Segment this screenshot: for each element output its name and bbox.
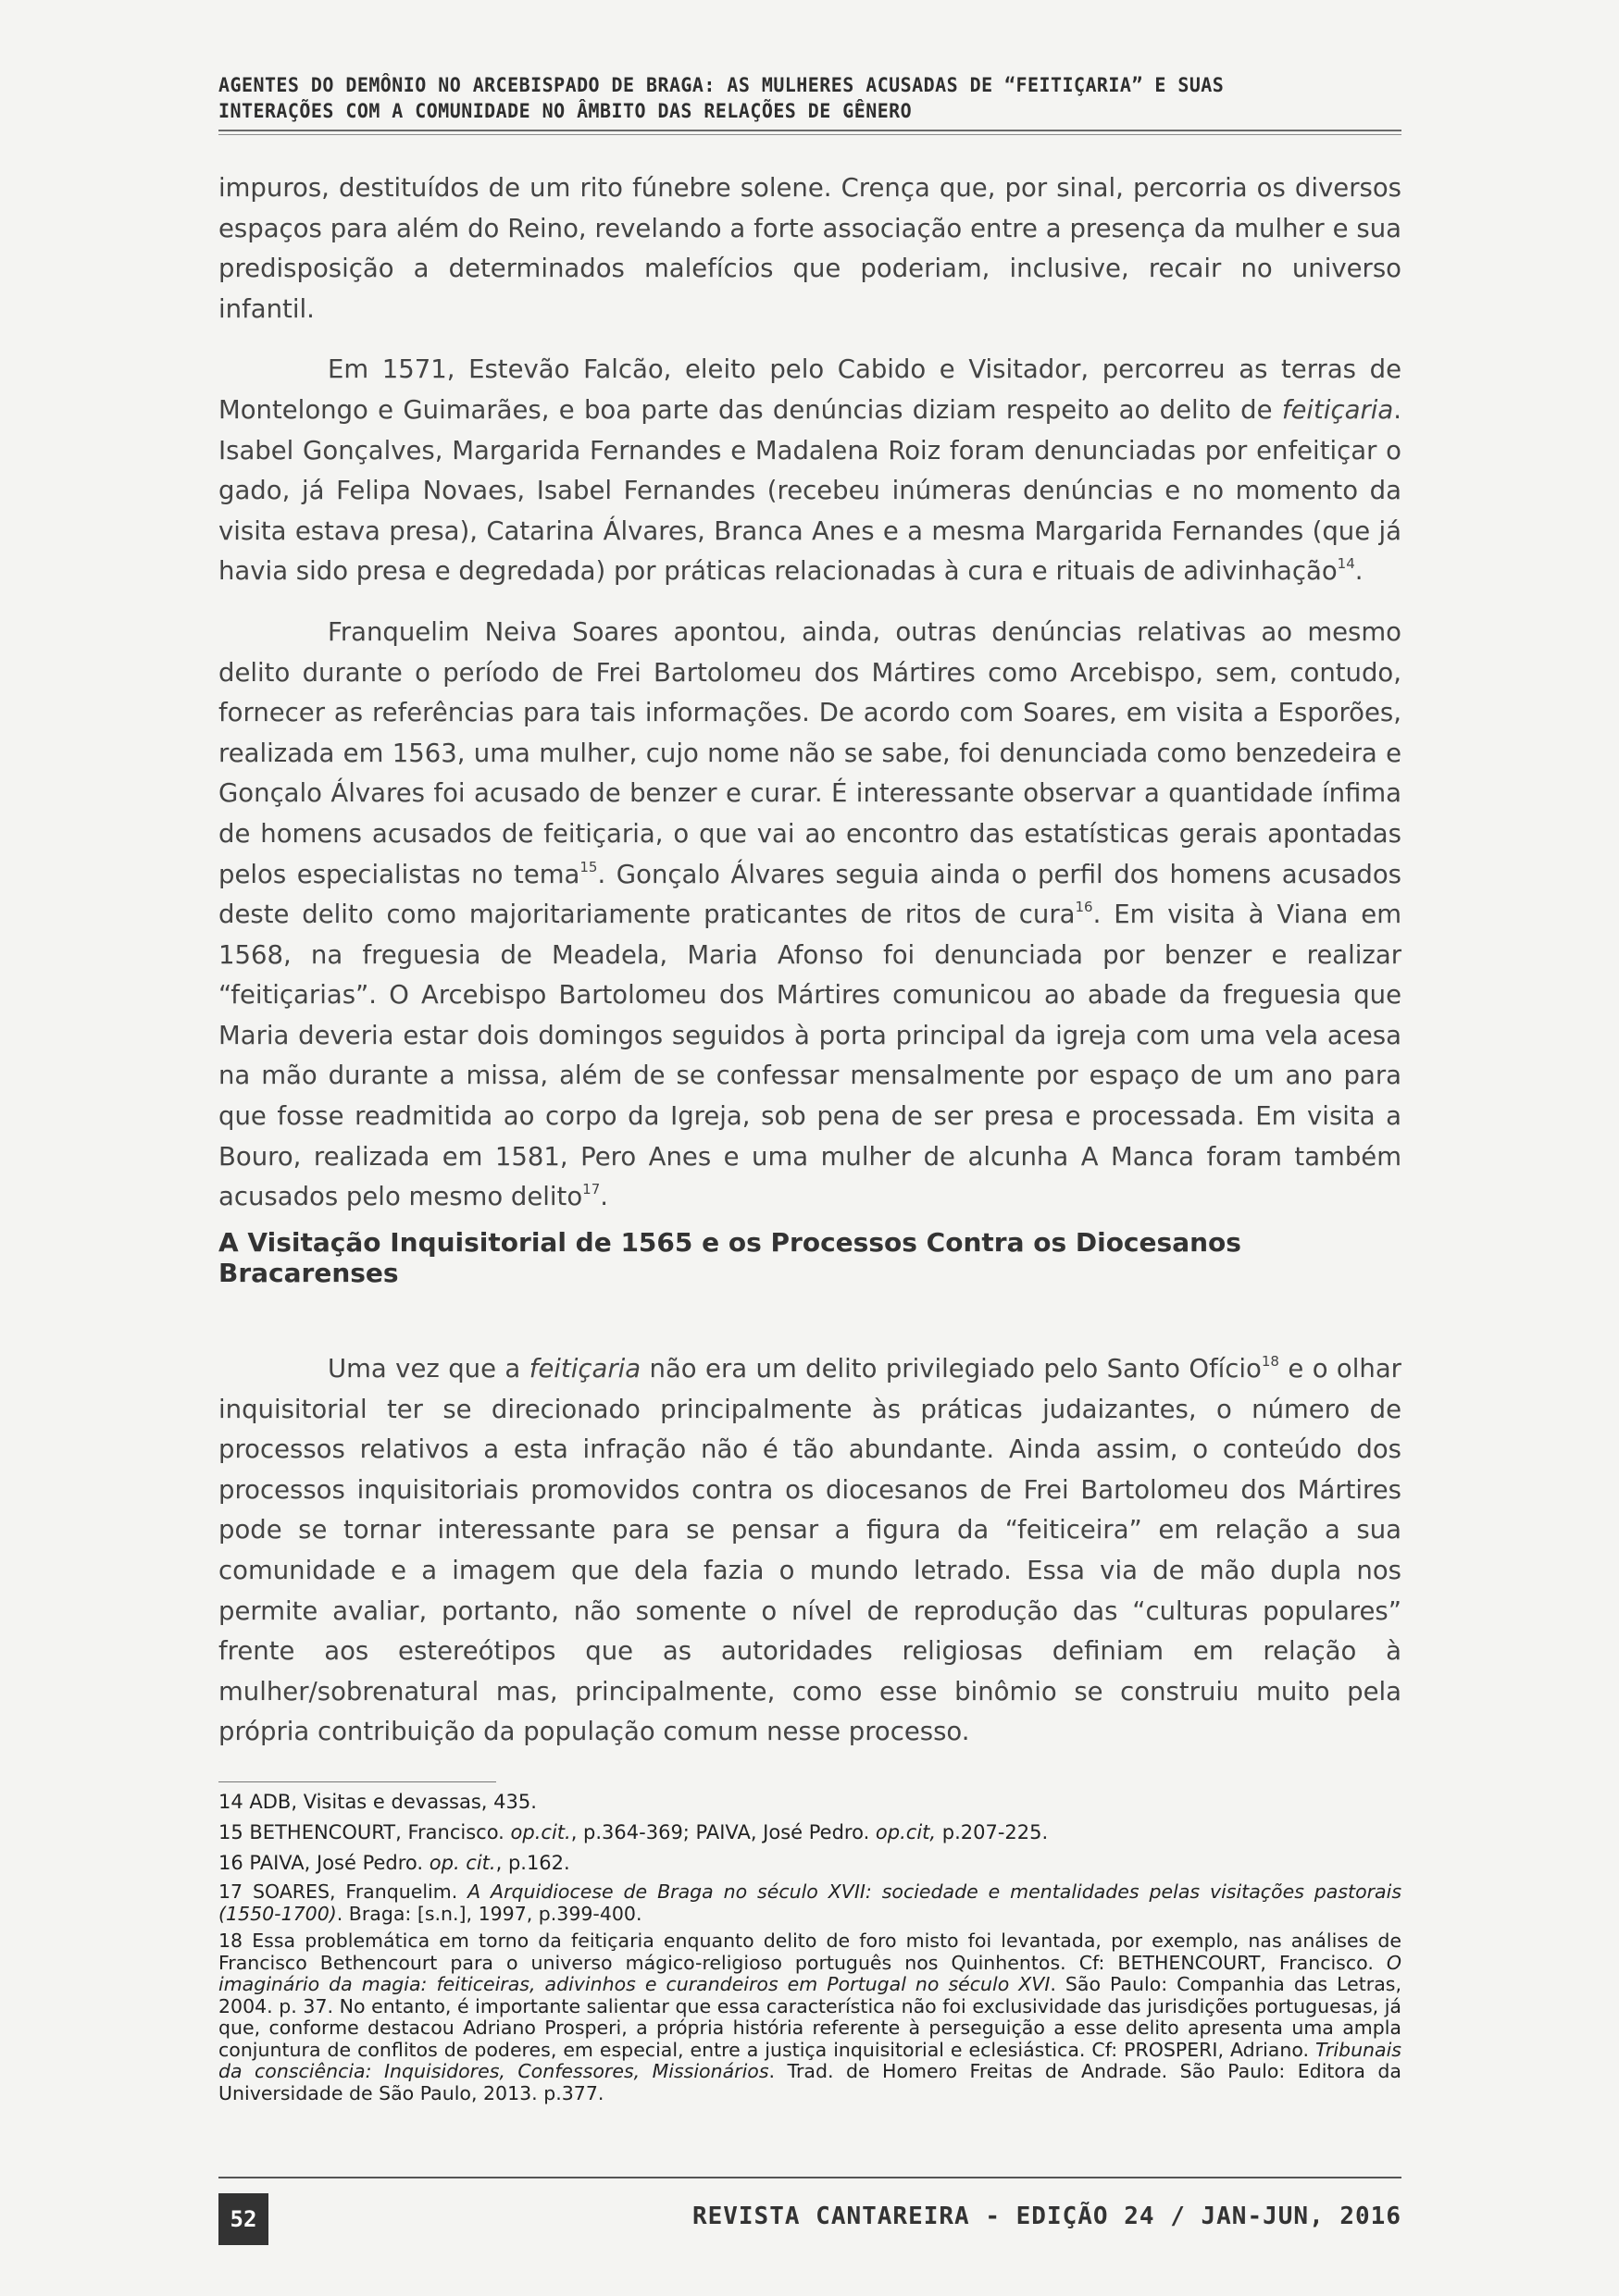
footnote-15: 15 BETHENCOURT, Francisco. op.cit., p.364-369; PAIVA, José Pedro. op.cit, p.207-225. xyxy=(218,1821,1049,1843)
section-heading: A Visitação Inquisitorial de 1565 e os Processos Contra os Diocesanos Bracarenses xyxy=(218,1227,1241,1288)
footnote-ref-14[interactable]: 14 xyxy=(1337,555,1355,573)
body-text xyxy=(218,168,1401,1238)
paragraph-1: impuros, destituídos de um rito fúnebre solene. Crença que, por sinal, percorria os diversos espaços para além do Reino, revelando a forte associação entre a presença da mulher e sua predisposição a determinados malefícios que poderiam, inclusive, recair no universo infantil. xyxy=(218,173,1401,324)
paragraph-3: Franquelim Neiva Soares apontou, ainda, outras denúncias relativas ao mesmo delito durante o período de Frei Bartolomeu dos Mártires como Arcebispo, sem, contudo, fornecer as referências para tais informações. De acordo com Soares, em visita a Esporões, realizada em 1563, uma mulher, cujo nome não se sabe, foi denunciada como benzedeira e Gonçalo Álvares foi acusado de benzer e curar. É interessante observar a quantidade ínfima de homens acusados de feitiçaria, o que vai ao encontro das estatísticas gerais apontadas pelos especialistas no tema$^{15}$. Gonçalo Álvares seguia ainda o perfil dos homens acusados deste delito como majoritariamente praticantes de ritos de cura$^{16}$. Em visita à Viana em 1568, na freguesia de Meadela, Maria Afonso foi denunciada por benzer e realizar “feitiçarias”. O Arcebispo Bartolomeu dos Mártires comunicou ao abade da freguesia que Maria deveria estar dois domingos seguidos à porta principal da igreja com uma vela acesa na mão durante a missa, além de se confessar mensalmente por espaço de um ano para que fosse readmitida ao corpo da Igreja, sob pena de ser presa e processada. Em visita a Bouro, realizada em 1581, Pero Anes e uma mulher de alcunha A Manca foram também acusados pelo mesmo delito$^{17}$. xyxy=(218,616,1401,1212)
footnote-16: 16 PAIVA, José Pedro. op. cit., p.162. xyxy=(218,1852,570,1874)
body-text-section-2 xyxy=(218,1349,1401,1753)
paragraph-4: Uma vez que a feitiçaria não era um delito privilegiado pelo Santo Ofício$^{18}$ e o olhar inquisitorial ter se direcionado principalmente às práticas judaizantes, o número de processos relativos a esta infração não é tão abundante. Ainda assim, o conteúdo dos processos inquisitoriais promovidos contra os diocesanos de Frei Bartolomeu dos Mártires pode se tornar interessante para se pensar a figura da “feiticeira” em relação a sua comunidade e a imagem que dela fazia o mundo letrado. Essa via de mão dupla nos permite avaliar, portanto, não somente o nível de reprodução das “culturas populares” frente aos estereótipos que as autoridades religiosas definiam em relação à mulher/sobrenatural mas, principalmente, como esse binômio se construiu muito pela própria contribuição da população comum nesse processo. xyxy=(218,1353,1401,1747)
header-rule-thin xyxy=(218,134,1401,135)
footnote-separator xyxy=(218,1781,496,1782)
page-number: 52 xyxy=(218,2193,268,2245)
running-header-line-2: INTERAÇÕES COM A COMUNIDADE NO ÂMBITO DAS RELAÇÕES DE GÊNERO xyxy=(218,100,913,122)
running-header xyxy=(218,72,1401,135)
journal-title: REVISTA CANTAREIRA - EDIÇÃO 24 / JAN-JUN, 2016 xyxy=(691,2203,1401,2230)
paragraph-2: Em 1571, Estevão Falcão, eleito pelo Cabido e Visitador, percorreu as terras de Montelongo e Guimarães, e boa parte das denúncias diziam respeito ao delito de feitiçaria. Isabel Gonçalves, Margarida Fernandes e Madalena Roiz foram denunciadas por enfeitiçar o gado, já Felipa Novaes, Isabel Fernandes (recebeu inúmeras denúncias e no momento da visita estava presa), Catarina Álvares, Branca Anes e a mesma Margarida Fernandes (que já havia sido presa e degredada) por práticas relacionadas à cura e rituais de adivinhação$^{14}$. xyxy=(218,354,1401,587)
footnotes xyxy=(218,1790,1401,2110)
header-rule xyxy=(218,130,1401,131)
running-header-line-1: AGENTES DO DEMÔNIO NO ARCEBISPADO DE BRAGA: AS MULHERES ACUSADAS DE “FEITIÇARIA” E SUAS xyxy=(218,74,1225,96)
footnote-ref-18[interactable]: 18 xyxy=(1261,1353,1279,1370)
footnote-ref-17[interactable]: 17 xyxy=(582,1181,601,1198)
footer-rule xyxy=(218,2177,1401,2178)
footnote-ref-15[interactable]: 15 xyxy=(579,858,598,875)
footnote-14: 14 ADB, Visitas e devassas, 435. xyxy=(218,1791,537,1813)
footnote-18: 18 Essa problemática em torno da feitiçaria enquanto delito de foro misto foi levantada, por exemplo, nas análises de Francisco Bethencourt para o universo mágico-religioso português nos Quinhentos. Cf: BETHENCOURT, Francisco. O imaginário da magia: feiticeiras, adivinhos e curandeiros em Portugal no século XVI. São Paulo: Companhia das Letras, 2004. p. 37. No entanto, é importante salientar que essa característica não foi exclusividade das jurisdições portuguesas, já que, conforme destacou Adriano Prosperi, a própria história referente à perseguição a esse delito apresenta uma ampla conjuntura de conflitos de poderes, em especial, entre a justiça inquisitorial e eclesiástica. Cf: PROSPERI, Adriano. Tribunais da consciência: Inquisidores, Confessores, Missionários. Trad. de Homero Freitas de Andrade. São Paulo: Editora da Universidade de São Paulo, 2013. p.377. xyxy=(218,1930,1401,2104)
footnote-17: 17 SOARES, Franquelim. A Arquidiocese de Braga no século XVII: sociedade e mentalidades pelas visitações pastorais (1550-1700). Braga: [s.n.], 1997, p.399-400. xyxy=(218,1880,1401,1925)
footnote-ref-16[interactable]: 16 xyxy=(1075,899,1093,916)
